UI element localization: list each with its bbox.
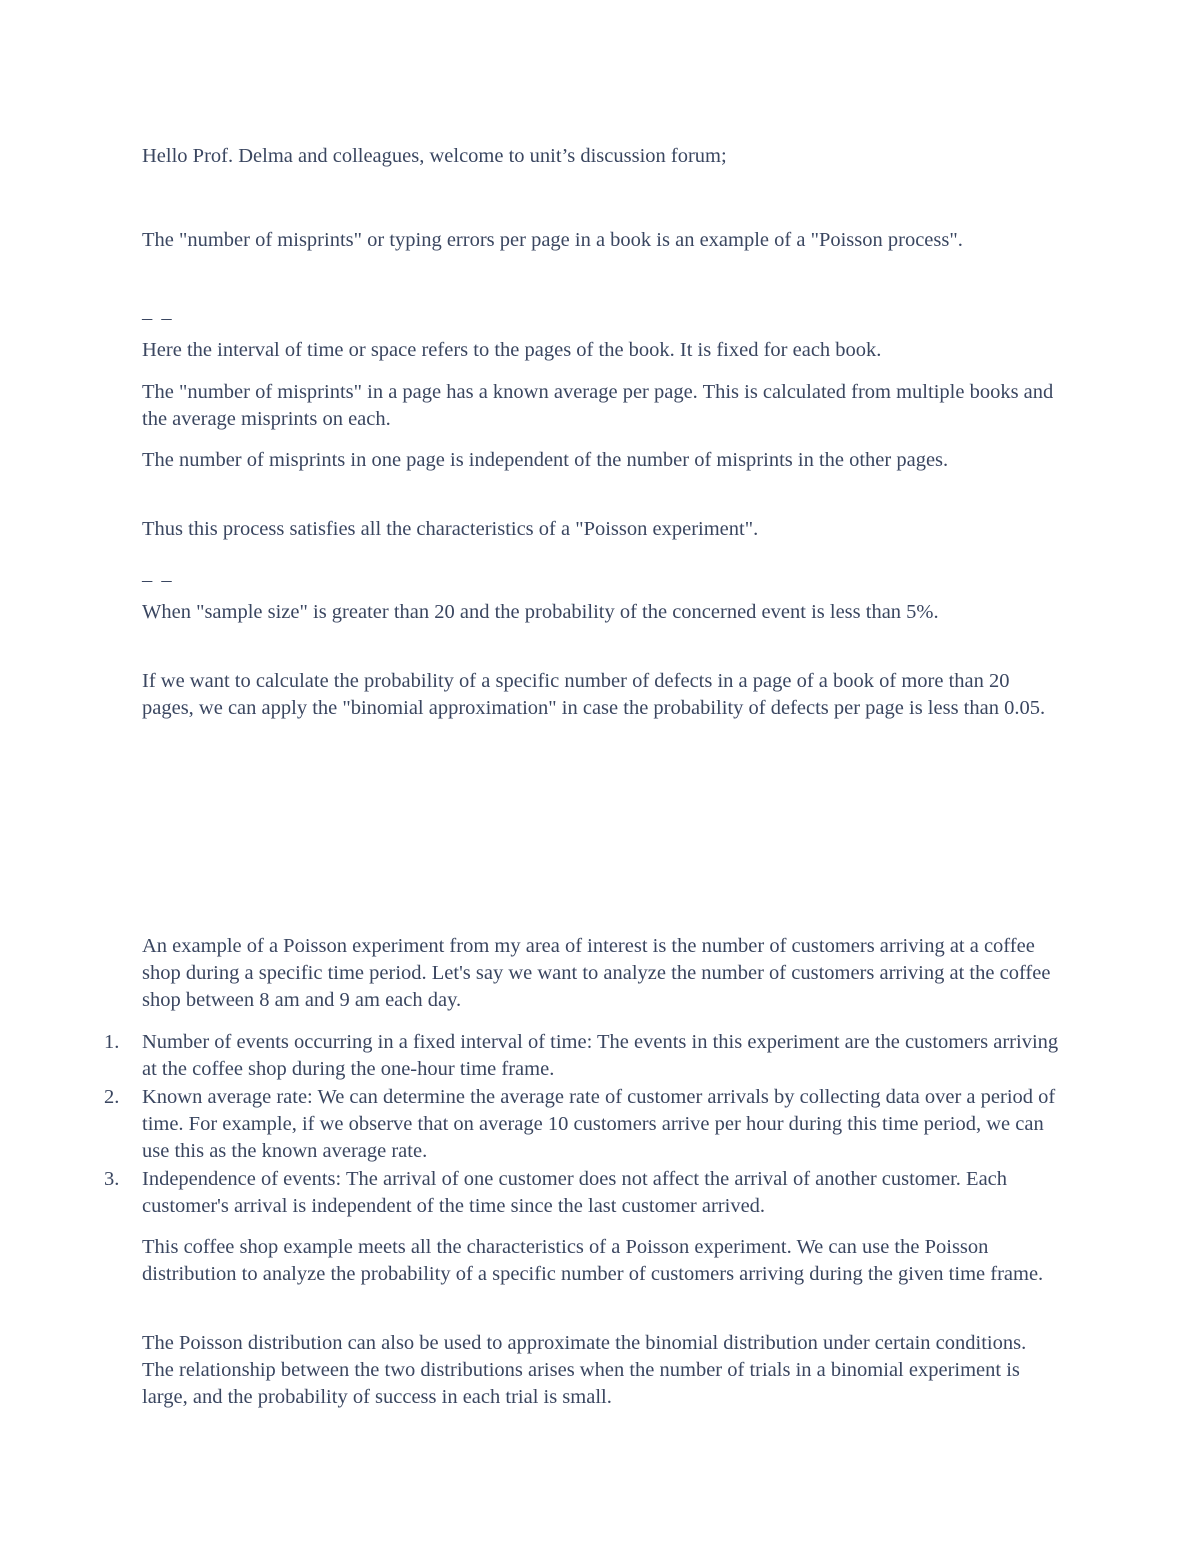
paragraph-known-average: The "number of misprints" in a page has a known average per page. This is calculated from multiple books and the average misprints on each. bbox=[142, 381, 1054, 430]
list-item-text: Known average rate: We can determine the average rate of customer arrivals by collecting data over a period of time. For example, if we observe that on average 10 customers arrive per hour during this time period, we can use this as the known average rate. bbox=[142, 1086, 1056, 1162]
paragraph-interval: Here the interval of time or space refers to the pages of the book. It is fixed for each book. bbox=[142, 339, 882, 361]
paragraph-independence: The number of misprints in one page is independent of the number of misprints in the other pages. bbox=[142, 449, 949, 471]
list-item-text: Independence of events: The arrival of one customer does not affect the arrival of another customer. Each customer's arrival is independent of the time since the last customer arrived. bbox=[142, 1168, 1008, 1217]
list-item bbox=[100, 1029, 1062, 1083]
paragraph-binomial-approximation: If we want to calculate the probability of a specific number of defects in a page of a book of more than 20 pages, we can apply the "binomial approximation" in case the probability of defects per page is less than 0.05. bbox=[142, 670, 1046, 719]
list-item bbox=[100, 1166, 1062, 1220]
paragraph-conclusion: Thus this process satisfies all the characteristics of a "Poisson experiment". bbox=[142, 518, 759, 540]
list-number: 2. bbox=[104, 1086, 120, 1108]
paragraph-poisson-process: The "number of misprints" or typing errors per page in a book is an example of a "Poisson process". bbox=[142, 229, 963, 251]
paragraph-sample-size: When "sample size" is greater than 20 and the probability of the concerned event is less than 5%. bbox=[142, 601, 939, 623]
list-item bbox=[100, 1084, 1062, 1165]
paragraph-coffee-conclusion: This coffee shop example meets all the characteristics of a Poisson experiment. We can use the Poisson distribution to analyze the probability of a specific number of customers arriving during the given time frame. bbox=[142, 1236, 1044, 1285]
characteristics-list bbox=[100, 1029, 1062, 1221]
separator-dashes: – – bbox=[142, 307, 174, 329]
list-item-text: Number of events occurring in a fixed interval of time: The events in this experiment are the customers arriving at the coffee shop during the one-hour time frame. bbox=[142, 1031, 1059, 1080]
greeting-text: Hello Prof. Delma and colleagues, welcome to unit’s discussion forum; bbox=[142, 145, 727, 167]
list-number: 3. bbox=[104, 1168, 120, 1190]
paragraph-coffee-shop: An example of a Poisson experiment from my area of interest is the number of customers arriving at a coffee shop during a specific time period. Let's say we want to analyze the number of customers arriving at the coffee shop between 8 am and 9 am each day. bbox=[142, 935, 1051, 1011]
separator-dashes: – – bbox=[142, 569, 174, 591]
list-number: 1. bbox=[104, 1031, 120, 1053]
paragraph-binomial-relationship: The Poisson distribution can also be used to approximate the binomial distribution under certain conditions. The relationship between the two distributions arises when the number of trials in a binomial experiment is large, and the probability of success in each trial is small. bbox=[142, 1332, 1027, 1408]
